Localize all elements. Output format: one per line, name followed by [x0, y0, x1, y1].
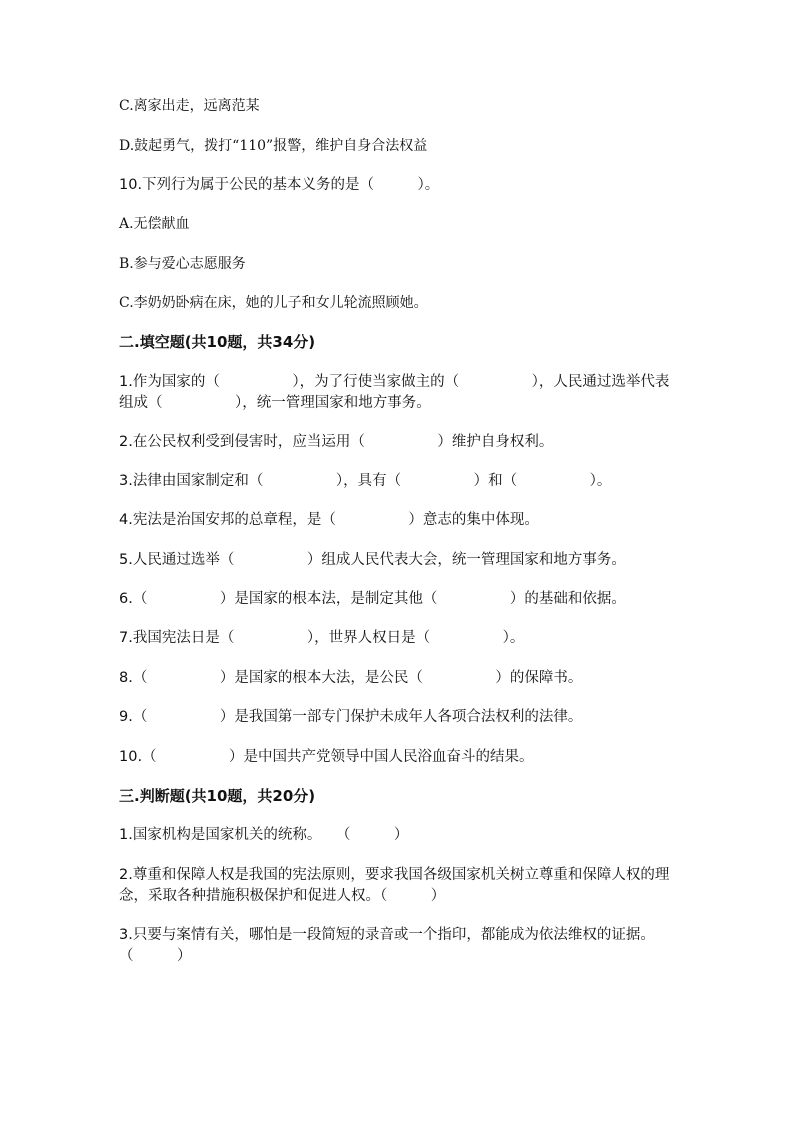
fill-question-5: 5.人民通过选举（ ）组成人民代表大会，统一管理国家和地方事务。 — [119, 552, 626, 568]
judge-question-1: 1.国家机构是国家机关的统称。 （ ） — [119, 827, 409, 843]
fill-question-1: 1.作为国家的（ ），为了行使当家做主的（ ），人民通过选举代表组成（ ），统一管理国家和地方事务。 — [119, 374, 670, 411]
option-b: B.参与爱心志愿服务 — [119, 256, 246, 272]
judge-question-2: 2.尊重和保障人权是我国的宪法原则，要求我国各级国家机关树立尊重和保障人权的理念，采取各种措施积极保护和促进人权。（ ） — [119, 867, 670, 904]
fill-question-10: 10.（ ）是中国共产党领导中国人民浴血奋斗的结果。 — [119, 749, 534, 765]
fill-question-9: 9.（ ）是我国第一部专门保护未成年人各项合法权利的法律。 — [119, 709, 583, 725]
section-heading-fill: 二.填空题(共10题，共34分) — [119, 333, 316, 351]
option-a: A.无偿献血 — [119, 216, 190, 232]
option-c: C.离家出走，远离范某 — [119, 98, 260, 114]
fill-question-2: 2.在公民权利受到侵害时，应当运用（ ）维护自身权利。 — [119, 434, 554, 450]
judge-question-3: 3.只要与案情有关，哪怕是一段简短的录音或一个指印，都能成为依法维权的证据。（ ） — [119, 927, 655, 964]
fill-question-4: 4.宪法是治国安邦的总章程，是（ ）意志的集中体现。 — [119, 512, 539, 528]
fill-question-7: 7.我国宪法日是（ ），世界人权日是（ ）。 — [119, 630, 525, 646]
fill-question-6: 6.（ ）是国家的根本法，是制定其他（ ）的基础和依据。 — [119, 591, 626, 607]
fill-question-8: 8.（ ）是国家的根本大法，是公民（ ）的保障书。 — [119, 670, 583, 686]
option-d: D.鼓起勇气，拨打“110”报警，维护自身合法权益 — [119, 138, 428, 154]
fill-question-3: 3.法律由国家制定和（ ），具有（ ）和（ ）。 — [119, 473, 612, 489]
question-10: 10.下列行为属于公民的基本义务的是（ ）。 — [119, 177, 440, 193]
option-c: C.李奶奶卧病在床，她的儿子和女儿轮流照顾她。 — [119, 295, 428, 311]
section-heading-judge: 三.判断题(共10题，共20分) — [119, 787, 316, 805]
